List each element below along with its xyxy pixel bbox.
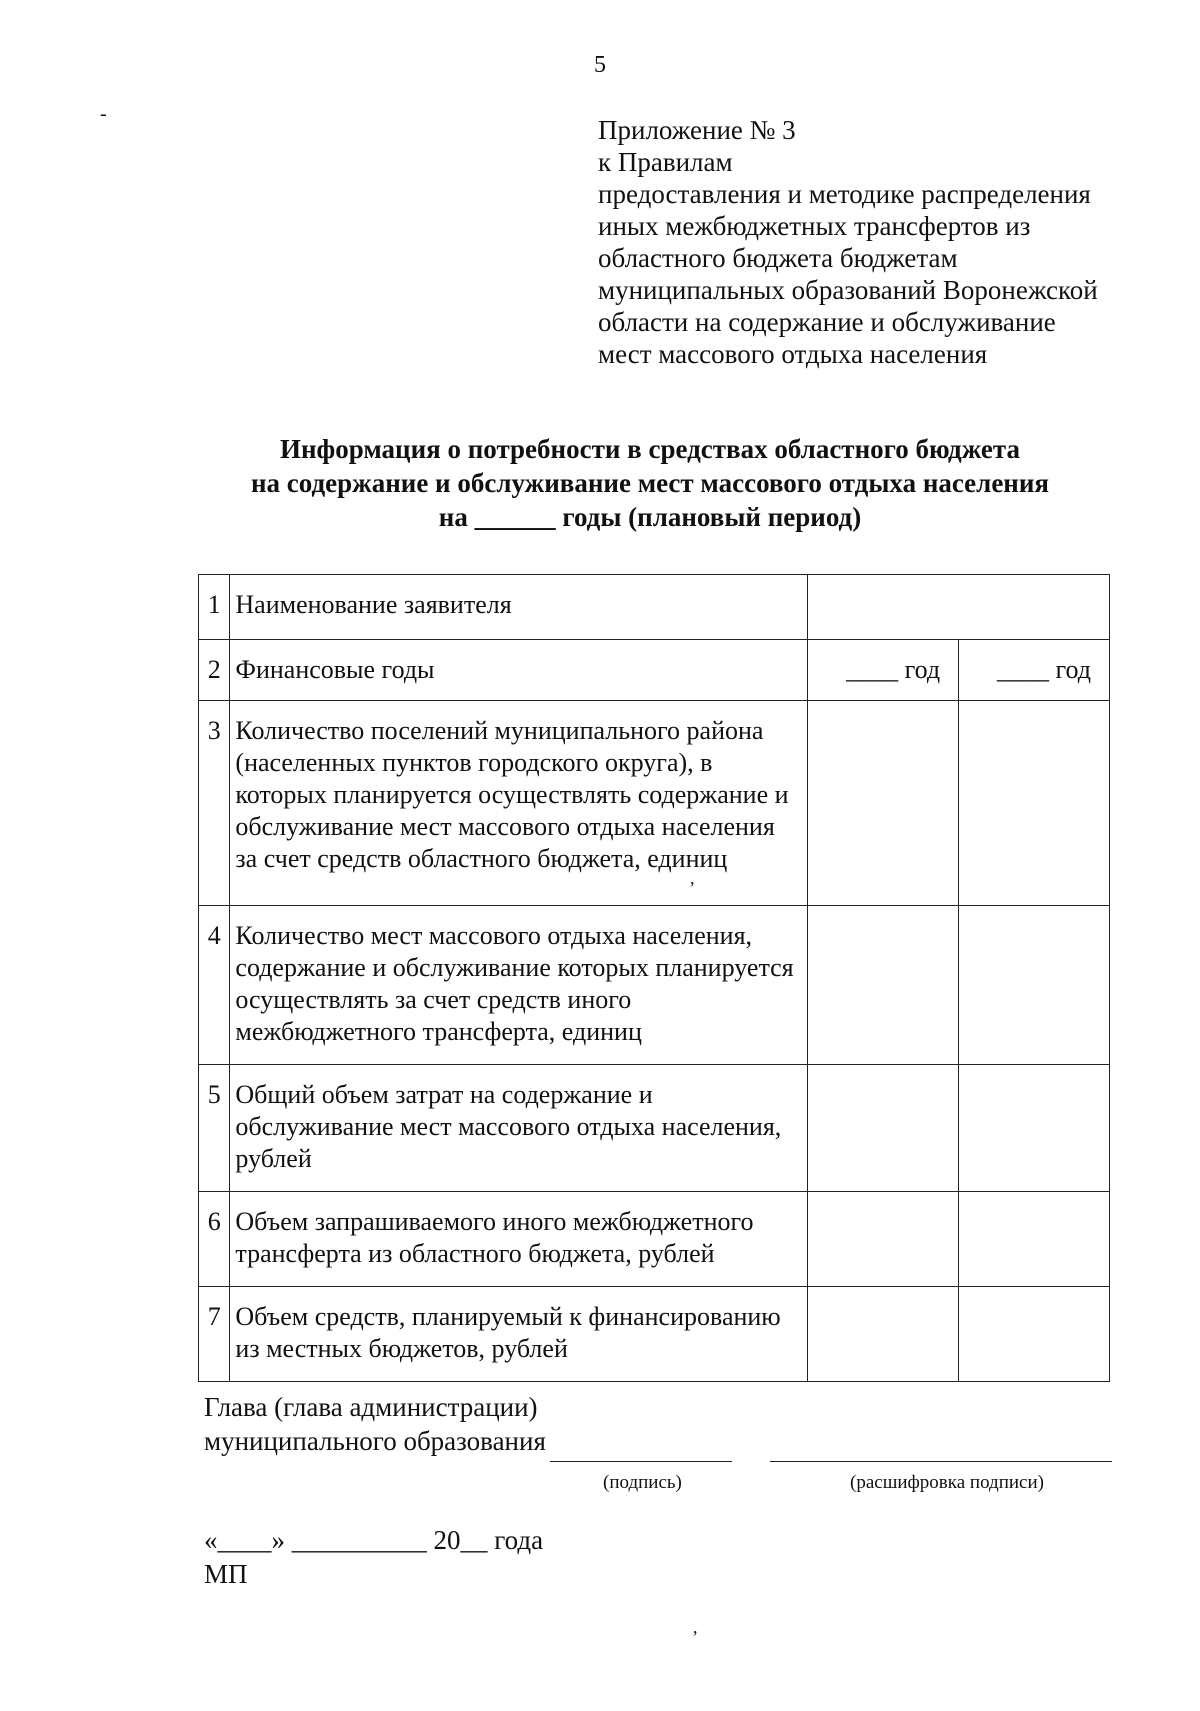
table-row <box>199 640 1110 701</box>
value-cell[interactable] <box>808 1192 959 1287</box>
official-title <box>204 1390 546 1458</box>
info-table <box>198 574 1110 1382</box>
appendix-line: иных межбюджетных трансфертов из <box>598 211 1031 241</box>
value-cell[interactable] <box>808 575 1110 640</box>
row-label: Объем запрашиваемого иного межбюджетного трансферта из областного бюджета, рублей <box>230 1192 808 1287</box>
value-cell[interactable] <box>959 906 1110 1065</box>
appendix-line: областного бюджета бюджетам <box>598 243 958 273</box>
row-number: 2 <box>199 640 230 701</box>
value-cell[interactable] <box>808 1287 959 1382</box>
table-row <box>199 575 1110 640</box>
value-cell[interactable] <box>808 1065 959 1192</box>
official-title-line: Глава (глава администрации) <box>204 1392 538 1422</box>
row-number: 3 <box>199 701 230 906</box>
value-cell[interactable] <box>959 701 1110 906</box>
signature-line[interactable] <box>550 1461 732 1462</box>
table-row <box>199 1287 1110 1382</box>
year-1-cell[interactable]: ____ год <box>808 640 959 701</box>
row-number: 1 <box>199 575 230 640</box>
document-title <box>0 432 1200 534</box>
appendix-line: предоставления и методике распределения <box>598 179 1091 209</box>
table-row <box>199 906 1110 1065</box>
value-cell[interactable] <box>808 701 959 906</box>
row-number: 6 <box>199 1192 230 1287</box>
signature-decoding-caption: (расшифровка подписи) <box>850 1472 1044 1493</box>
scan-mark: - <box>100 103 107 125</box>
appendix-line: к Правилам <box>598 147 733 177</box>
title-line: на содержание и обслуживание мест массового отдыха населения <box>250 468 1050 498</box>
value-cell[interactable] <box>959 1192 1110 1287</box>
row-number: 7 <box>199 1287 230 1382</box>
appendix-line: области на содержание и обслуживание <box>598 307 1056 337</box>
signature-caption: (подпись) <box>603 1472 682 1493</box>
title-line: Информация о потребности в средствах областного бюджета <box>279 434 1021 464</box>
official-title-line: муниципального образования <box>204 1426 546 1456</box>
row-label: Наименование заявителя <box>230 575 808 640</box>
scan-speck: , <box>690 868 695 888</box>
stamp-place: МП <box>204 1559 248 1589</box>
date-line: «____» __________ 20__ года <box>204 1525 544 1555</box>
table-row <box>199 701 1110 906</box>
value-cell[interactable] <box>808 906 959 1065</box>
value-cell[interactable] <box>959 1065 1110 1192</box>
row-number: 4 <box>199 906 230 1065</box>
value-cell[interactable] <box>959 1287 1110 1382</box>
row-number: 5 <box>199 1065 230 1192</box>
scan-speck: , <box>693 1617 698 1637</box>
table-row <box>199 1065 1110 1192</box>
row-label: Количество поселений муниципального района (населенных пунктов городского округа), в которых планируется осуществлять содержание и обслуживание мест массового отдыха населения за счет средств областного бюджета, единиц <box>230 701 808 906</box>
signature-decoding-line[interactable] <box>770 1461 1112 1462</box>
appendix-line: Приложение № 3 <box>598 115 796 145</box>
row-label: Количество мест массового отдыха населения, содержание и обслуживание которых планируется осуществлять за счет средств иного межбюджетного трансферта, единиц <box>230 906 808 1065</box>
page-number: 5 <box>594 52 606 78</box>
table-row <box>199 1192 1110 1287</box>
row-label: Объем средств, планируемый к финансированию из местных бюджетов, рублей <box>230 1287 808 1382</box>
row-label: Общий объем затрат на содержание и обслуживание мест массового отдыха населения, рублей <box>230 1065 808 1192</box>
row-label: Финансовые годы <box>230 640 808 701</box>
title-line: на ______ годы (плановый период) <box>438 502 862 532</box>
year-2-cell[interactable]: ____ год <box>959 640 1110 701</box>
appendix-line: муниципальных образований Воронежской <box>598 275 1098 305</box>
appendix-header <box>598 114 1158 370</box>
appendix-line: мест массового отдыха населения <box>598 339 988 369</box>
